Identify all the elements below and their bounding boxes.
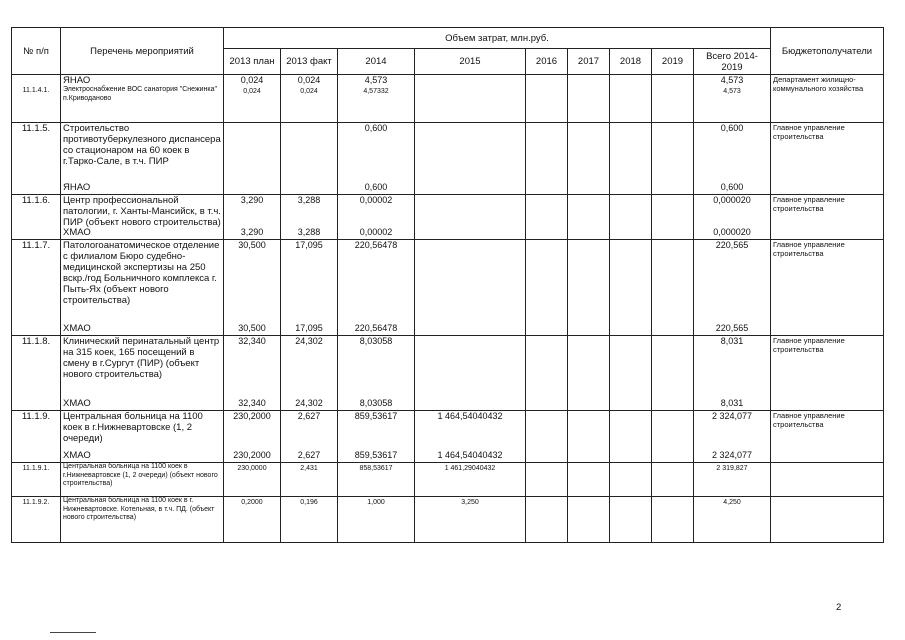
- value-cell: [281, 240, 338, 336]
- value-text: 0,000020: [713, 195, 751, 205]
- value-cell: [568, 240, 610, 336]
- value-text: 4,57332: [363, 88, 389, 95]
- value-cell: [281, 123, 338, 195]
- value-cell: [652, 411, 694, 463]
- value-text: 0,196: [300, 499, 318, 506]
- header-year: 2018: [610, 49, 652, 75]
- header-costs: Объем затрат, млн.руб.: [224, 28, 771, 49]
- value-cell: [610, 411, 652, 463]
- value-cell: [694, 336, 771, 411]
- value-cell: [526, 75, 568, 123]
- value-text: 17,095: [295, 323, 323, 333]
- value-text: 4,250: [723, 499, 741, 506]
- value-cell: [568, 75, 610, 123]
- value-text: 0,00002: [359, 227, 393, 237]
- measure-text: Патологоанатомическое отделение с филиалом Бюро судебно-медицинской экспертизы на 250 вскр./год Больничного комплекса г. Пыть-Ях (объект нового строительства): [63, 240, 220, 306]
- value-cell: [526, 336, 568, 411]
- value-text: 0,024: [297, 75, 321, 85]
- value-text: 1 461,29040432: [444, 465, 496, 472]
- value-cell: [652, 75, 694, 123]
- row-code-text: 11.1.6.: [21, 195, 51, 206]
- value-cell: [415, 75, 526, 123]
- value-cell: [526, 411, 568, 463]
- table-row: [12, 240, 884, 336]
- measure-text: Клинический перинатальный центр на 315 коек, 165 посещений в смену в г.Сургут (ПИР) (объект нового строительства): [63, 336, 220, 380]
- value-text: 0,00002: [359, 195, 393, 205]
- value-cell: [338, 75, 415, 123]
- row-measure: [61, 123, 224, 195]
- row-recipient: [771, 240, 884, 336]
- value-text: 24,302: [295, 336, 323, 346]
- value-text: 8,03058: [359, 336, 393, 346]
- header-recipients: Бюджетополучатели: [771, 28, 884, 75]
- row-code: [12, 240, 61, 336]
- value-cell: [338, 123, 415, 195]
- value-cell: [652, 463, 694, 497]
- value-cell: [526, 123, 568, 195]
- value-text: 2 324,077: [711, 450, 753, 460]
- recipient-text: Главное управление строительства: [773, 195, 845, 213]
- value-text: 1,000: [367, 499, 385, 506]
- value-text: 2,627: [297, 411, 321, 421]
- row-recipient: [771, 123, 884, 195]
- value-text: 24,302: [295, 398, 323, 408]
- measure-text: ЯНАО: [63, 182, 91, 193]
- value-text: 4,573: [723, 88, 741, 95]
- value-text: 3,290: [240, 195, 264, 205]
- row-code: [12, 75, 61, 123]
- value-text: 220,565: [715, 240, 749, 250]
- value-text: 859,53617: [354, 411, 398, 421]
- row-recipient: [771, 75, 884, 123]
- value-cell: [610, 497, 652, 543]
- value-text: 2 324,077: [711, 411, 753, 421]
- header-year: 2014: [338, 49, 415, 75]
- value-text: 4,573: [364, 75, 388, 85]
- value-cell: [415, 195, 526, 240]
- value-text: 2,431: [300, 465, 318, 472]
- footer-rule: [50, 632, 96, 633]
- value-text: 0,000020: [713, 227, 751, 237]
- table-row: [12, 336, 884, 411]
- value-cell: [526, 240, 568, 336]
- value-cell: [694, 240, 771, 336]
- value-cell: [610, 240, 652, 336]
- table-row: [12, 123, 884, 195]
- value-cell: [338, 463, 415, 497]
- value-cell: [694, 123, 771, 195]
- value-cell: [610, 123, 652, 195]
- value-cell: [610, 75, 652, 123]
- row-measure: [61, 240, 224, 336]
- page-number: 2: [836, 602, 842, 613]
- measure-text: Строительство противотуберкулезного диспансера со стационаром на 60 коек в г.Тарко-Сале, в т.ч. ПИР: [63, 123, 221, 167]
- value-text: 3,288: [297, 227, 321, 237]
- row-measure: [61, 497, 224, 543]
- value-cell: [694, 463, 771, 497]
- value-text: 0,2000: [241, 499, 263, 506]
- value-cell: [338, 195, 415, 240]
- value-cell: [281, 75, 338, 123]
- value-cell: [652, 123, 694, 195]
- row-measure: [61, 463, 224, 497]
- value-text: 220,56478: [354, 240, 398, 250]
- recipient-text: Главное управление строительства: [773, 123, 845, 141]
- value-cell: [281, 195, 338, 240]
- measure-text: Центральная больница на 1100 коек в г.Нижневартовске (1, 2 очереди) (объект нового строительства): [63, 463, 218, 487]
- value-cell: [338, 411, 415, 463]
- value-cell: [694, 195, 771, 240]
- value-cell: [224, 123, 281, 195]
- value-cell: [415, 411, 526, 463]
- value-cell: [694, 75, 771, 123]
- recipient-text: Департамент жилищно-коммунального хозяйства: [773, 75, 864, 93]
- value-cell: [281, 336, 338, 411]
- row-recipient: [771, 411, 884, 463]
- value-text: 0,600: [720, 123, 744, 133]
- row-measure: [61, 411, 224, 463]
- header-year: Всего 2014-2019: [694, 49, 771, 75]
- value-text: 230,2000: [233, 411, 271, 421]
- table-row: [12, 463, 884, 497]
- cost-table: [11, 27, 884, 543]
- row-subcode: 11.1.4.1.: [22, 87, 50, 94]
- measure-text: ХМАО: [63, 227, 91, 238]
- value-cell: [568, 123, 610, 195]
- row-code-text: 11.1.9.1.: [22, 465, 50, 472]
- value-text: 858,53617: [359, 465, 393, 472]
- value-text: 32,340: [238, 336, 266, 346]
- row-code-text: 11.1.8.: [21, 336, 51, 347]
- value-text: 3,250: [461, 499, 479, 506]
- value-cell: [526, 497, 568, 543]
- value-text: 0,024: [240, 75, 264, 85]
- value-text: 8,031: [720, 336, 744, 346]
- row-code-text: 11.1.5.: [21, 123, 51, 134]
- measure-text: ХМАО: [63, 398, 91, 409]
- value-text: 0,600: [364, 182, 388, 192]
- header-year: 2019: [652, 49, 694, 75]
- row-code-text: 11.1.9.2.: [22, 499, 50, 506]
- value-text: 2 319,827: [716, 465, 748, 472]
- value-text: 220,565: [715, 323, 749, 333]
- value-cell: [694, 411, 771, 463]
- value-text: 230,0000: [237, 465, 267, 472]
- measure-text: Центральная больница на 1100 коек в г.Нижневартовске (1, 2 очереди): [63, 411, 203, 444]
- value-text: 30,500: [238, 240, 266, 250]
- value-cell: [224, 195, 281, 240]
- recipient-text: Главное управление строительства: [773, 240, 845, 258]
- value-cell: [338, 240, 415, 336]
- table-row: [12, 497, 884, 543]
- value-text: 8,03058: [359, 398, 393, 408]
- value-cell: [694, 497, 771, 543]
- value-text: 2,627: [297, 450, 321, 460]
- value-text: 17,095: [295, 240, 323, 250]
- value-text: 230,2000: [233, 450, 271, 460]
- value-cell: [610, 195, 652, 240]
- value-cell: [281, 411, 338, 463]
- header-year: 2017: [568, 49, 610, 75]
- value-text: 32,340: [238, 398, 266, 408]
- value-cell: [224, 463, 281, 497]
- value-cell: [526, 463, 568, 497]
- value-text: 1 464,54040432: [437, 450, 503, 460]
- value-cell: [652, 336, 694, 411]
- recipient-text: Главное управление строительства: [773, 411, 845, 429]
- table-row: [12, 411, 884, 463]
- value-cell: [224, 240, 281, 336]
- value-cell: [610, 463, 652, 497]
- value-text: 0,600: [720, 182, 744, 192]
- value-cell: [224, 497, 281, 543]
- row-recipient: [771, 463, 884, 497]
- row-code: [12, 463, 61, 497]
- value-text: 0,024: [243, 88, 261, 95]
- row-code-text: 11.1.9.: [21, 411, 51, 422]
- header-year: 2013 план: [224, 49, 281, 75]
- row-measure: [61, 195, 224, 240]
- value-cell: [568, 336, 610, 411]
- value-text: 3,290: [240, 227, 264, 237]
- row-measure: [61, 75, 224, 123]
- measure-text: Центральная больница на 1100 коек в г. Нижневартовске. Котельная, в т.ч. ПД. (объект нового строительства): [63, 497, 215, 521]
- row-code-text: 11.1.7.: [21, 240, 51, 251]
- value-cell: [652, 195, 694, 240]
- value-text: 4,573: [720, 75, 744, 85]
- row-code: [12, 411, 61, 463]
- row-recipient: [771, 195, 884, 240]
- value-cell: [652, 497, 694, 543]
- value-cell: [568, 195, 610, 240]
- value-cell: [224, 336, 281, 411]
- measure-text: ХМАО: [63, 323, 91, 334]
- value-cell: [568, 411, 610, 463]
- row-recipient: [771, 497, 884, 543]
- value-cell: [338, 497, 415, 543]
- value-cell: [526, 195, 568, 240]
- value-text: 0,600: [364, 123, 388, 133]
- value-cell: [610, 336, 652, 411]
- row-code: [12, 195, 61, 240]
- value-cell: [338, 336, 415, 411]
- value-cell: [415, 123, 526, 195]
- value-text: 8,031: [720, 398, 744, 408]
- measure-text: ЯНАО: [63, 75, 91, 86]
- row-code: [12, 123, 61, 195]
- table-body: [12, 75, 884, 543]
- value-cell: [281, 497, 338, 543]
- value-cell: [568, 497, 610, 543]
- row-code: [12, 336, 61, 411]
- value-cell: [652, 240, 694, 336]
- header-year: 2016: [526, 49, 568, 75]
- row-measure: [61, 336, 224, 411]
- value-text: 3,288: [297, 195, 321, 205]
- value-text: 220,56478: [354, 323, 398, 333]
- value-cell: [415, 336, 526, 411]
- value-cell: [568, 463, 610, 497]
- value-cell: [415, 240, 526, 336]
- value-cell: [224, 75, 281, 123]
- value-cell: [224, 411, 281, 463]
- header-year: 2015: [415, 49, 526, 75]
- table-row: [12, 195, 884, 240]
- recipient-text: Главное управление строительства: [773, 336, 845, 354]
- header-year: 2013 факт: [281, 49, 338, 75]
- value-cell: [415, 497, 526, 543]
- value-text: 1 464,54040432: [437, 411, 503, 421]
- value-text: 859,53617: [354, 450, 398, 460]
- value-cell: [281, 463, 338, 497]
- measure-text: Электроснабжение ВОС санатория "Снежинка" п.Криводаново: [63, 86, 217, 102]
- value-text: 0,024: [300, 88, 318, 95]
- value-cell: [415, 463, 526, 497]
- header-num: № п/п: [12, 28, 61, 75]
- value-text: 30,500: [238, 323, 266, 333]
- row-code: [12, 497, 61, 543]
- measure-text: Центр профессиональной патологии, г. Ханты-Мансийск, в т.ч. ПИР (объект нового строительства): [63, 195, 221, 228]
- measure-text: ХМАО: [63, 450, 91, 461]
- row-recipient: [771, 336, 884, 411]
- table-row: [12, 75, 884, 123]
- header-measures: Перечень мероприятий: [61, 28, 224, 75]
